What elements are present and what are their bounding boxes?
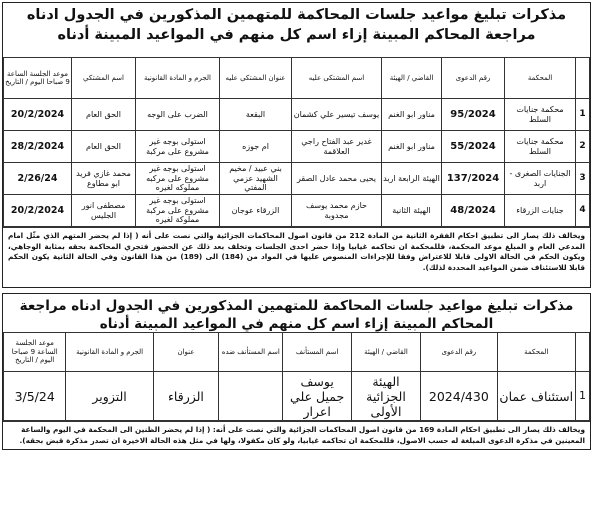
notice-2-table xyxy=(3,332,590,421)
notice-1-title: مذكرات تبليغ مواعيد جلسات المحاكمة للمتهمين المذكورين في الجدول ادناه مراجعة المحاكم المبينة إزاء اسم كل منهم في المواعيد المبينة أدناه xyxy=(26,7,567,43)
defendant-address-cell: ام جوزه xyxy=(220,131,292,163)
notice-2-legal-paragraph: ويخالف ذلك يصار الى تطبيق احكام المادة 169 من قانون اصول المحاكمات الجزائية والتي نصت على أنه: ( إذا لم يحضر الظنين الى المحكمة في اليوم والساعة المعينين في مذكرة الدعوى المبلغة له حسب الاصول، فللمحكمة ان تحاكمه غيابيا، ولو كان مكفولا، ولها في مثل هذه الحالة الاخيرة ان تصدر مذكرة قبض بحقه). xyxy=(3,421,590,449)
judge-cell: مناور ابو الغنم xyxy=(382,131,442,163)
header-session-date: موعد الجلسة الساعة 9 صباحا اليوم / التاريخ xyxy=(4,58,72,99)
row-index: 4 xyxy=(576,195,590,227)
session-date-cell: 3/5/24 xyxy=(4,372,66,421)
table-row xyxy=(4,195,590,227)
defendant-address-cell: بني عبيد / مخيم الشهيد عزمي المفتي xyxy=(220,163,292,195)
case-number-cell: 95/2024 xyxy=(442,99,505,131)
header-court: المحكمة xyxy=(497,333,575,372)
notice-1 xyxy=(2,2,591,288)
header-appellant: اسم المستأنف xyxy=(283,333,351,372)
court-cell: جنايات الزرقاء xyxy=(505,195,576,227)
judge-cell: الهيئة الجزائية الأولى xyxy=(351,372,420,421)
case-number-cell: 2024/430 xyxy=(421,372,497,421)
offense-cell: استولى بوجه غير مشروع على مركبه مملوكه لغيره xyxy=(136,163,220,195)
address-cell: الزرقاء xyxy=(153,372,218,421)
plaintiff-cell: الحق العام xyxy=(72,99,136,131)
court-cell: الجنايات الصغرى - اربد xyxy=(505,163,576,195)
offense-cell: استولى بوجه غير مشروع على مركبة xyxy=(136,131,220,163)
case-number-cell: 55/2024 xyxy=(442,131,505,163)
table-row xyxy=(4,372,590,421)
header-index xyxy=(575,333,589,372)
defendant-name-cell: غدير عبد الفتاح راجي العلاقمة xyxy=(292,131,382,163)
judge-cell: الهيئة الرابعة اربد xyxy=(382,163,442,195)
header-judge: القاضي / الهيئة xyxy=(351,333,420,372)
header-offense: الجرم و المادة القانونية xyxy=(66,333,153,372)
header-judge: القاضي / الهيئة xyxy=(382,58,442,99)
header-offense: الجرم و المادة القانونية xyxy=(136,58,220,99)
header-address: عنوان xyxy=(153,333,218,372)
defendant-address-cell: الزرقاء عوجان xyxy=(220,195,292,227)
defendant-address-cell: البقعة xyxy=(220,99,292,131)
header-index xyxy=(576,58,590,99)
defendant-name-cell: حازم محمد يوسف مجدوبة xyxy=(292,195,382,227)
offense-cell: الضرب على الوجه xyxy=(136,99,220,131)
header-plaintiff: اسم المشتكي xyxy=(72,58,136,99)
header-defendant-address: عنوان المشتكى عليه xyxy=(220,58,292,99)
judge-cell: مناور ابو الغنم xyxy=(382,99,442,131)
header-case-number: رقم الدعوى xyxy=(421,333,497,372)
table-row xyxy=(4,163,590,195)
notice-2 xyxy=(2,293,591,450)
row-index: 2 xyxy=(576,131,590,163)
header-defendant-name: اسم المشتكى عليه xyxy=(292,58,382,99)
plaintiff-cell: مصطفى انور الجليس xyxy=(72,195,136,227)
session-date-cell: 2/26/24 xyxy=(4,163,72,195)
defendant-name-cell: يوسف تيسير علي كشمان xyxy=(292,99,382,131)
judge-cell: الهيئة الثانية xyxy=(382,195,442,227)
appellant-cell: يوسف جميل علي اعرار xyxy=(283,372,351,421)
notice-2-title: مذكرات تبليغ مواعيد جلسات المحاكمة للمتهمين المذكورين في الجدول ادناه مراجعة المحاكم المبينة إزاء اسم كل منهم في المواعيد المبينة أدناه xyxy=(19,298,574,333)
notice-1-header-row xyxy=(4,58,590,99)
plaintiff-cell: محمد غازي فريد ابو مطاوع xyxy=(72,163,136,195)
notice-1-legal-paragraph: ويخالف ذلك يصار الى تطبيق احكام الفقرة الثانية من المادة 212 من قانون اصول المحاكمات الجزائية والتي نصت على أنه ( إذا لم يحضر المتهم الذي مثّل امام المدعي العام و المبلغ موعد المحكمة، فللمحكمة ان تحاكمه غيابيا وإذا حضر احدى الجلسات وتخلف بعد ذلك عن الحضور فتجري المحاكمة بحقه بمثابة الوجاهي، ويكون الحكم في الحالة الاولى قابلا للاعتراض وفقا للإجراءات المنصوص عليها في المواد من (184) الى (189) من هذا القانون وفي الحالة الثانية يكون الحكم قابلا للاستئناف ضمن المواعيد المحددة لذلك). xyxy=(3,227,590,287)
offense-cell: التزوير xyxy=(66,372,153,421)
case-number-cell: 137/2024 xyxy=(442,163,505,195)
header-appellee: اسم المستأنف ضده xyxy=(219,333,283,372)
row-index: 1 xyxy=(576,99,590,131)
session-date-cell: 20/2/2024 xyxy=(4,99,72,131)
notice-1-table xyxy=(3,57,590,227)
table-row xyxy=(4,99,590,131)
header-case-number: رقم الدعوى xyxy=(442,58,505,99)
session-date-cell: 20/2/2024 xyxy=(4,195,72,227)
case-number-cell: 48/2024 xyxy=(442,195,505,227)
header-session-date: موعد الجلسة الساعة 9 صباحا اليوم / التاريخ xyxy=(4,333,66,372)
header-court: المحكمة xyxy=(505,58,576,99)
row-index: 1 xyxy=(575,372,589,421)
row-index: 3 xyxy=(576,163,590,195)
court-cell: محكمة جنايات السلط xyxy=(505,99,576,131)
court-cell: استئناف عمان xyxy=(497,372,575,421)
notice-2-header-row xyxy=(4,333,590,372)
offense-cell: استولى بوجه غير مشروع على مركبة مملوكة لغيره xyxy=(136,195,220,227)
court-cell: محكمة جنايات السلط xyxy=(505,131,576,163)
plaintiff-cell: الحق العام xyxy=(72,131,136,163)
defendant-name-cell: يحيى محمد عادل الصقر xyxy=(292,163,382,195)
table-row xyxy=(4,131,590,163)
appellee-cell xyxy=(219,372,283,421)
session-date-cell: 28/2/2024 xyxy=(4,131,72,163)
